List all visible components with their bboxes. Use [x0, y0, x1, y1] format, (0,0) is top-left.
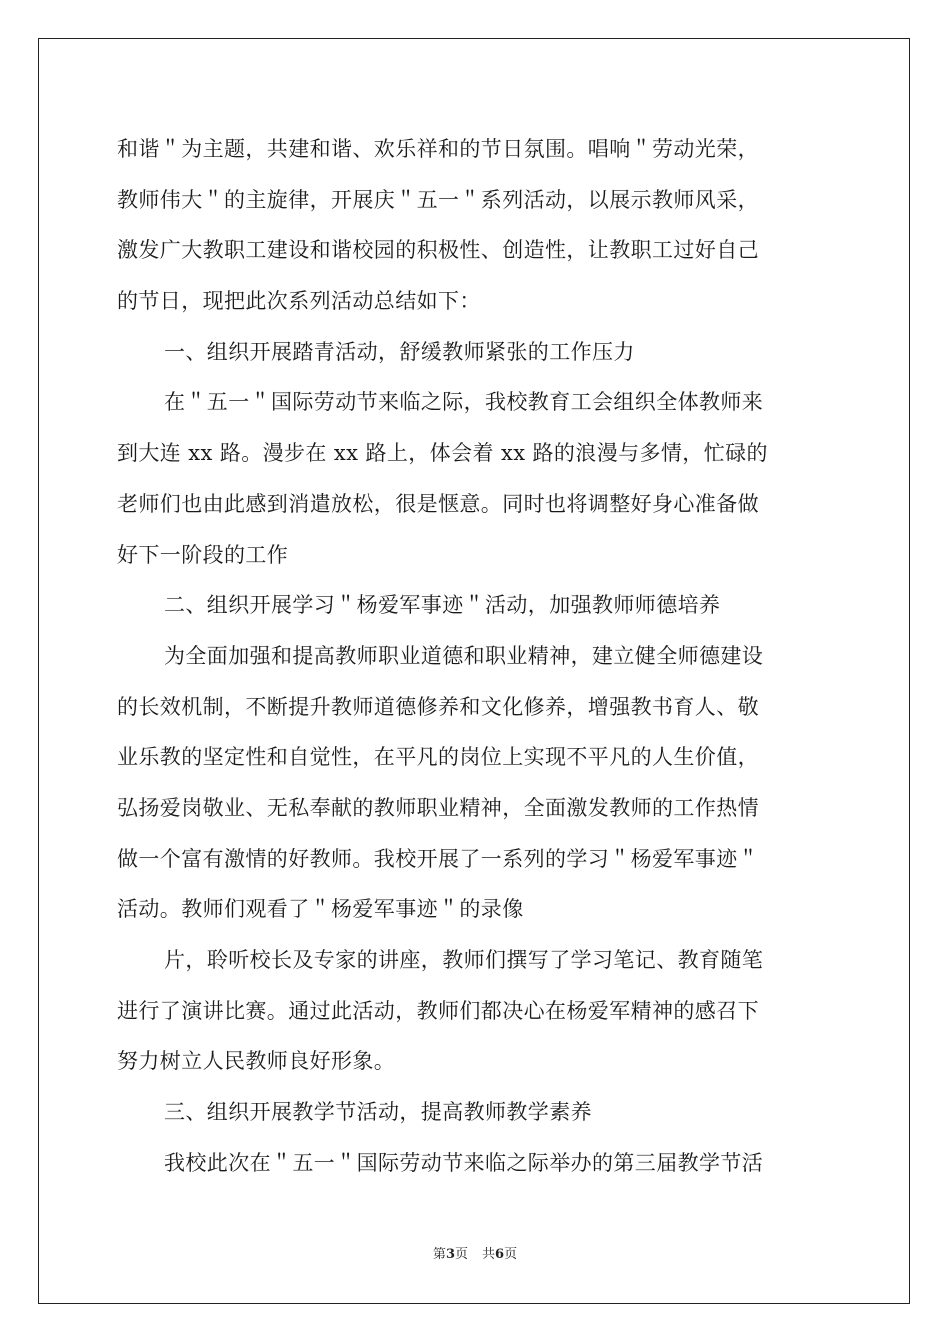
- body-line: 活动。教师们观看了＂杨爱军事迹＂的录像: [117, 897, 524, 922]
- body-line: 到大连 xx 路。漫步在 xx 路上，体会着 xx 路的浪漫与多情，忙碌的: [117, 441, 768, 466]
- document-body: [117, 124, 835, 1188]
- body-line: 的长效机制，不断提升教师道德修养和文化修养，增强教书育人、敬: [117, 694, 759, 719]
- body-line: 好下一阶段的工作: [117, 542, 289, 567]
- body-line: 和谐＂为主题，共建和谐、欢乐祥和的节日氛围。唱响＂劳动光荣，: [117, 137, 759, 161]
- body-line: 教师伟大＂的主旋律，开展庆＂五一＂系列活动，以展示教师风采，: [117, 187, 759, 212]
- page-number-suffix: 页: [454, 1247, 468, 1262]
- section-heading: 二、组织开展学习＂杨爱军事迹＂活动，加强教师师德培养: [164, 593, 721, 618]
- body-line: 的节日，现把此次系列活动总结如下：: [117, 289, 481, 314]
- body-line: 做一个富有激情的好教师。我校开展了一系列的学习＂杨爱军事迹＂: [117, 846, 759, 871]
- body-line: 努力树立人民教师良好形象。: [117, 1049, 396, 1074]
- section-heading: 三、组织开展教学节活动，提高教师教学素养: [164, 1100, 592, 1125]
- page-number-prefix: 第: [432, 1247, 446, 1262]
- paragraph-start: 我校此次在＂五一＂国际劳动节来临之际举办的第三届教学节活: [164, 1150, 764, 1175]
- paragraph-start: 片，聆听校长及专家的讲座，教师们撰写了学习笔记、教育随笔: [164, 948, 764, 972]
- page-total-prefix: 共: [482, 1247, 496, 1262]
- body-line: 进行了演讲比赛。通过此活动，教师们都决心在杨爱军精神的感召下: [117, 998, 759, 1023]
- body-line: 弘扬爱岗敬业、无私奉献的教师职业精神，全面激发教师的工作热情: [117, 795, 759, 820]
- page-number-current: 3: [445, 1247, 455, 1262]
- body-line: 激发广大教职工建设和谐校园的积极性、创造性，让教职工过好自己: [117, 238, 759, 263]
- page-footer: [0, 1246, 950, 1264]
- body-line: 老师们也由此感到消遣放松，很是惬意。同时也将调整好身心准备做: [117, 491, 759, 516]
- page-total-count: 6: [495, 1247, 505, 1262]
- body-line: 业乐教的坚定性和自觉性，在平凡的岗位上实现不平凡的人生价值，: [117, 745, 759, 770]
- paragraph-start: 在＂五一＂国际劳动节来临之际，我校教育工会组织全体教师来: [164, 390, 764, 415]
- paragraph-start: 为全面加强和提高教师职业道德和职业精神，建立健全师德建设: [164, 643, 764, 668]
- page-total-suffix: 页: [504, 1247, 518, 1262]
- section-heading: 一、组织开展踏青活动，舒缓教师紧张的工作压力: [164, 339, 635, 364]
